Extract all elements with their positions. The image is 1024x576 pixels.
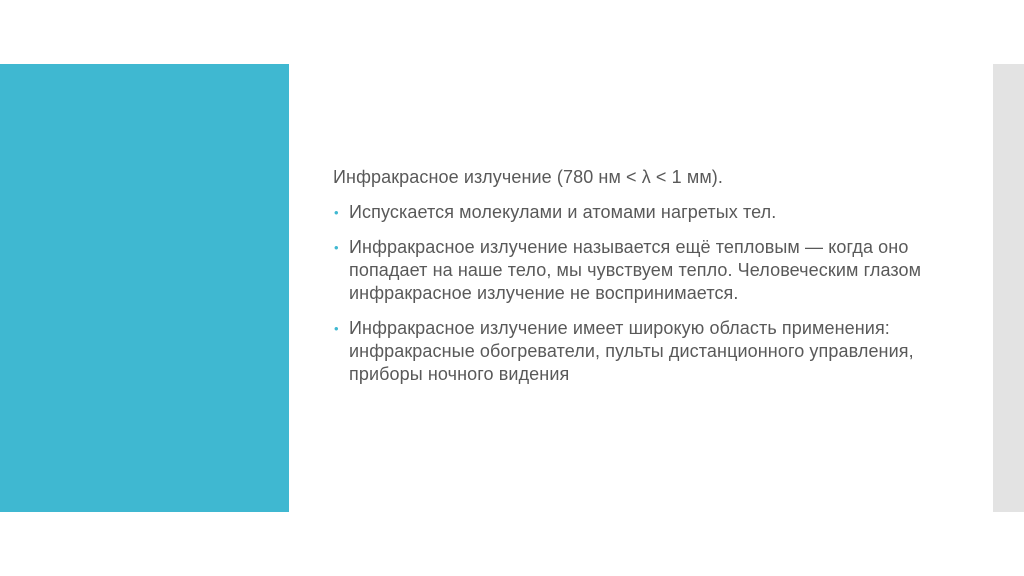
bullet-item — [333, 317, 933, 386]
accent-panel — [0, 64, 289, 512]
bullet-text: Испускается молекулами и атомами нагретых тел. — [349, 202, 777, 222]
bullet-text: Инфракрасное излучение имеет широкую область применения: инфракрасные обогреватели, пульты дистанционного управления, приборы ночного видения — [349, 318, 914, 384]
bullet-dot-icon: • — [334, 205, 339, 220]
bullet-item — [333, 201, 933, 224]
slide-content — [333, 166, 933, 398]
bullet-text: Инфракрасное излучение называется ещё тепловым — когда оно попадает на наше тело, мы чувствуем тепло. Человеческим глазом инфракрасное излучение не воспринимается. — [349, 237, 922, 303]
side-bar — [993, 64, 1024, 512]
bullet-list — [333, 201, 933, 386]
slide-heading: Инфракрасное излучение (780 нм < λ < 1 мм). — [333, 167, 723, 187]
bullet-dot-icon: • — [334, 240, 339, 255]
bullet-dot-icon: • — [334, 321, 339, 336]
bullet-item — [333, 236, 933, 305]
